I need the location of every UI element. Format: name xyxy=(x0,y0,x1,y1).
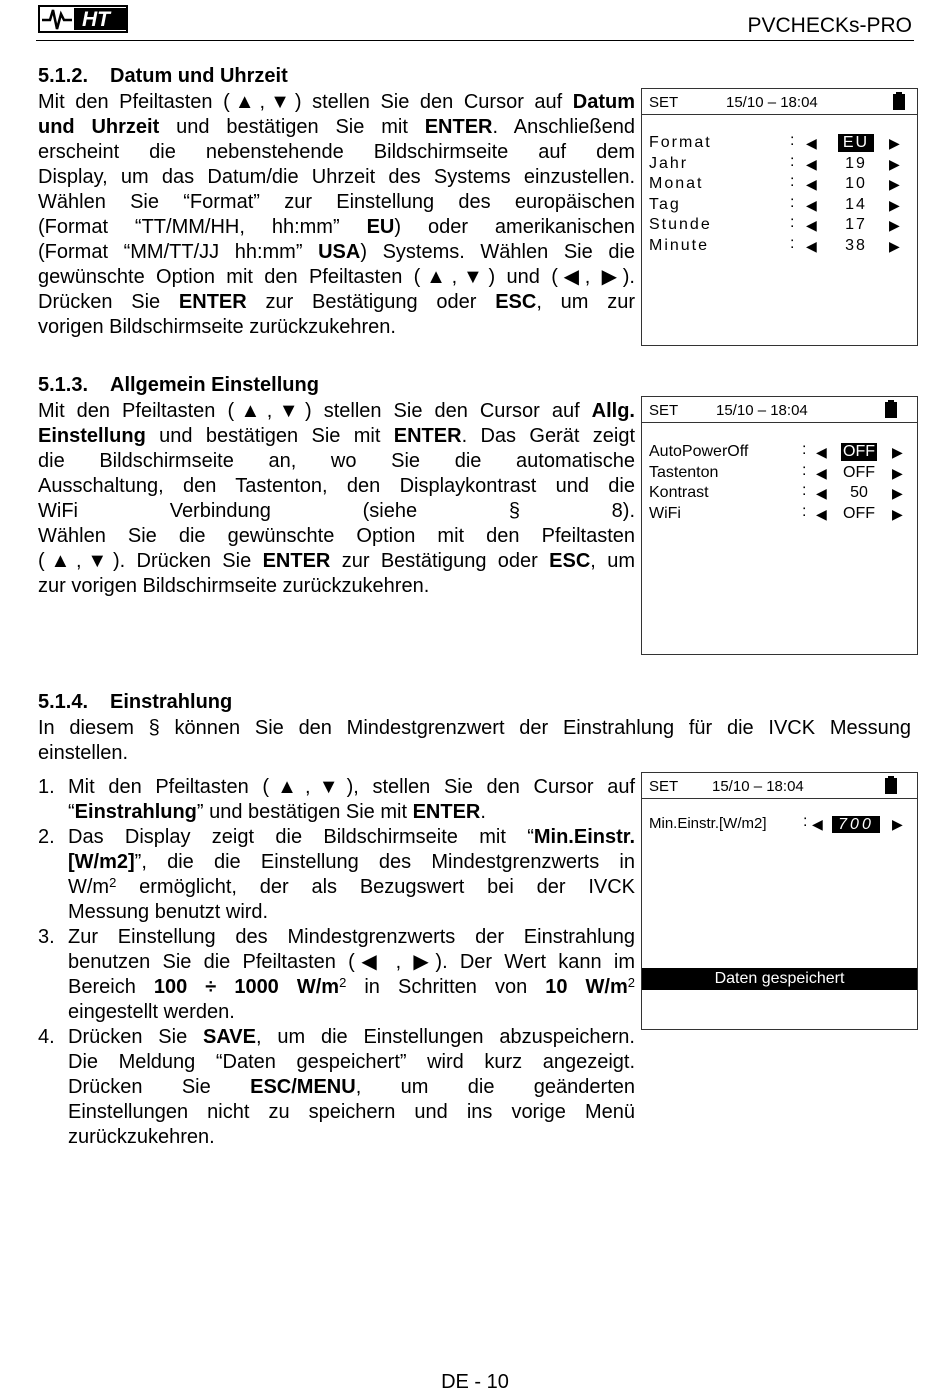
panel-row-format xyxy=(649,134,910,154)
superscript: 2 xyxy=(627,975,635,990)
panel-row-autopoweroff xyxy=(649,443,910,463)
text-line xyxy=(38,315,635,340)
text-line xyxy=(68,1125,635,1150)
text-run: Ausschaltung, den Tastenton, den Displaykontrast und die xyxy=(38,475,635,497)
bold-text: 100 ÷ 1000 W/m xyxy=(153,976,340,998)
row-value: 700 xyxy=(832,816,880,833)
date-time: 15/10 – 18:04 xyxy=(716,402,808,419)
panel-row-monat xyxy=(649,175,910,195)
row-label: Kontrast xyxy=(649,484,709,501)
text-run: Das Display zeigt die Bildschirmseite mit “ xyxy=(68,826,534,848)
text-run: Mit den Pfeiltasten (▲,▼), stellen Sie den Cursor auf xyxy=(68,776,635,798)
row-label: Monat xyxy=(649,175,704,193)
left-arrow-icon: ◀ xyxy=(806,238,817,254)
row-value: OFF xyxy=(843,463,875,481)
bold-text: Einstellung xyxy=(38,425,146,447)
section-title: Datum und Uhrzeit xyxy=(110,65,288,87)
list-number: 4. xyxy=(38,1026,55,1048)
text-run: (Format “MM/TT/JJ hh:mm” xyxy=(38,241,319,263)
text-line xyxy=(38,165,635,190)
right-arrow-icon: ▶ xyxy=(889,155,900,172)
panel-row-jahr xyxy=(649,152,910,175)
text-run: Drücken Sie xyxy=(68,1026,203,1048)
bold-text: USA xyxy=(318,241,361,263)
right-arrow-icon: ▶ xyxy=(892,464,903,481)
row-colon: : xyxy=(802,502,807,520)
ht-logo xyxy=(38,4,130,34)
text-run: Mit den Pfeiltasten (▲,▼) stellen Sie den Cursor auf xyxy=(38,91,573,113)
bold-text: [W/m2] xyxy=(68,851,135,873)
bold-text: ESC xyxy=(495,291,537,313)
section-number: 5.1.3. xyxy=(38,374,89,396)
list-item xyxy=(38,925,635,1025)
row-value: 50 xyxy=(850,484,868,501)
panel-row-wifi xyxy=(649,502,910,525)
row-label: Min.Einstr.[W/m2] xyxy=(649,815,767,832)
text-run: benutzen Sie die Pfeiltasten (◀ , ▶). Der Wert kann im xyxy=(68,951,635,973)
text-run: Die Meldung “Daten gespeichert” wird kurz angezeigt. xyxy=(68,1051,635,1073)
text-run: zur Bestätigung oder xyxy=(246,291,496,313)
bold-text: ENTER xyxy=(412,801,481,823)
left-arrow-icon: ◀ xyxy=(806,155,817,172)
bold-text: Min.Einstr. xyxy=(533,826,635,848)
list-item xyxy=(38,1025,635,1150)
row-value: 14 xyxy=(845,195,867,213)
row-value: 38 xyxy=(845,237,867,254)
left-arrow-icon: ◀ xyxy=(806,135,817,151)
text-line xyxy=(68,875,635,900)
superscript: 2 xyxy=(339,975,347,990)
list-item xyxy=(38,825,635,925)
text-run: eingestellt werden. xyxy=(68,1001,235,1023)
left-arrow-icon: ◀ xyxy=(816,505,827,522)
text-run: Mit den Pfeiltasten (▲,▼) stellen Sie den Cursor auf xyxy=(38,400,592,422)
row-colon: : xyxy=(790,173,795,191)
text-line xyxy=(38,90,635,115)
text-run: zur Bestätigung oder xyxy=(330,550,550,572)
text-run: , um die Einstellungen abzuspeichern. xyxy=(255,1026,635,1048)
intro-line: In diesem § können Sie den Mindestgrenzwert der Einstrahlung für die IVCK Messung xyxy=(38,717,911,739)
bold-text: Allg. xyxy=(591,400,635,422)
text-run: (▲,▼). Drücken Sie xyxy=(38,550,263,572)
text-run: , um zur xyxy=(536,291,635,313)
bold-text: Datum xyxy=(572,91,635,113)
text-line xyxy=(68,950,635,975)
model-name: PVCHECKs-PRO xyxy=(747,14,912,37)
text-run: Drücken Sie xyxy=(68,1076,251,1098)
row-value: OFF xyxy=(843,504,875,522)
row-colon: : xyxy=(802,461,807,479)
right-arrow-icon: ▶ xyxy=(892,816,903,832)
panel-row-tag xyxy=(649,193,910,216)
text-run: und bestätigen Sie mit xyxy=(159,116,425,138)
text-line xyxy=(38,265,635,290)
section-heading-514 xyxy=(38,691,232,714)
text-run: zurückzukehren. xyxy=(68,1126,215,1148)
text-line xyxy=(38,240,635,265)
text-run: “ xyxy=(68,801,75,823)
text-line xyxy=(68,1100,635,1125)
text-line xyxy=(68,975,635,1000)
text-run: WiFi Verbindung (siehe § 8). xyxy=(38,500,635,522)
left-arrow-icon: ◀ xyxy=(806,176,817,193)
text-run: gewünschte Option mit den Pfeiltasten (▲,▼) und (◀, ▶). xyxy=(38,266,635,288)
row-colon: : xyxy=(790,152,795,170)
text-line xyxy=(38,424,635,449)
text-run: , um xyxy=(590,550,635,572)
text-run: Zur Einstellung des Mindestgrenzwerts der Einstrahlung xyxy=(68,926,635,948)
section-514-intro xyxy=(38,716,911,766)
section-number: 5.1.2. xyxy=(38,65,89,87)
date-time: 15/10 – 18:04 xyxy=(712,778,804,795)
set-label: SET xyxy=(649,778,679,795)
bold-text: Einstrahlung xyxy=(74,801,197,823)
bold-text: ENTER xyxy=(393,425,462,447)
right-arrow-icon: ▶ xyxy=(889,196,900,213)
text-line xyxy=(38,574,635,599)
row-label: Format xyxy=(649,134,712,151)
text-line xyxy=(68,1075,635,1100)
panel-row-min-irradiance xyxy=(649,815,910,835)
list-number: 2. xyxy=(38,826,55,848)
text-run: Bereich xyxy=(68,976,154,998)
battery-icon xyxy=(885,776,897,794)
row-colon: : xyxy=(790,193,795,211)
text-run: . Das Gerät zeigt xyxy=(461,425,635,447)
right-arrow-icon: ▶ xyxy=(889,238,900,254)
section-512-text xyxy=(38,90,635,340)
row-label: Jahr xyxy=(649,154,689,172)
text-line xyxy=(68,1050,635,1075)
text-line xyxy=(38,399,635,424)
status-bar xyxy=(642,89,917,115)
text-run: W/m xyxy=(68,876,110,898)
text-line xyxy=(68,850,635,875)
text-run: Drücken Sie xyxy=(38,291,179,313)
bold-text: ENTER xyxy=(424,116,493,138)
display-panel-date-time xyxy=(641,88,918,346)
text-run: vorigen Bildschirmseite zurückzukehren. xyxy=(38,316,396,338)
section-title: Allgemein Einstellung xyxy=(110,374,319,396)
status-bar xyxy=(642,773,917,799)
section-title: Einstrahlung xyxy=(110,691,233,713)
text-line xyxy=(38,115,635,140)
row-label: AutoPowerOff xyxy=(649,443,749,460)
bold-text: 10 W/m xyxy=(545,976,628,998)
text-line xyxy=(38,140,635,165)
right-arrow-icon: ▶ xyxy=(892,444,903,460)
left-arrow-icon: ◀ xyxy=(816,464,827,481)
left-arrow-icon: ◀ xyxy=(806,196,817,213)
bold-text: SAVE xyxy=(203,1026,256,1048)
row-value: EU xyxy=(838,134,874,152)
date-time: 15/10 – 18:04 xyxy=(726,94,818,111)
text-line xyxy=(68,800,635,825)
text-run: ” und bestätigen Sie mit xyxy=(196,801,413,823)
text-run: Einstellungen nicht zu speichern und ins vorige Menü xyxy=(68,1101,635,1123)
text-line xyxy=(68,925,635,950)
set-label: SET xyxy=(649,94,679,111)
section-heading-512 xyxy=(38,65,288,88)
row-colon: : xyxy=(803,813,808,830)
row-value: 19 xyxy=(845,154,867,172)
text-run: . Anschließend xyxy=(492,116,635,138)
left-arrow-icon: ◀ xyxy=(816,444,827,460)
text-line xyxy=(38,215,635,240)
left-arrow-icon: ◀ xyxy=(812,816,823,832)
row-label: Tastenton xyxy=(649,463,719,481)
bold-text: ESC/MENU xyxy=(250,1076,356,1098)
text-run: Wählen Sie “Format” zur Einstellung des europäischen xyxy=(38,191,635,213)
text-run: ”, die die Einstellung des Mindestgrenzwerts in xyxy=(134,851,635,873)
text-line xyxy=(38,524,635,549)
text-line xyxy=(68,825,635,850)
superscript: 2 xyxy=(109,875,117,890)
bold-text: EU xyxy=(366,216,395,238)
text-line xyxy=(68,1025,635,1050)
right-arrow-icon: ▶ xyxy=(889,135,900,151)
list-number: 1. xyxy=(38,776,55,798)
row-colon: : xyxy=(790,235,795,252)
row-colon: : xyxy=(790,132,795,149)
right-arrow-icon: ▶ xyxy=(889,176,900,193)
panel-row-tastenton xyxy=(649,461,910,484)
text-line xyxy=(38,474,635,499)
text-run: erscheint die nebenstehende Bildschirmseite auf dem xyxy=(38,141,635,163)
text-line xyxy=(38,190,635,215)
header-divider xyxy=(36,40,914,41)
display-panel-irradiance xyxy=(641,772,918,1030)
intro-line: einstellen. xyxy=(38,742,129,764)
display-panel-general-settings xyxy=(641,396,918,655)
text-run: , um die geänderten xyxy=(355,1076,635,1098)
text-run: in Schritten von xyxy=(346,976,546,998)
panel-row-minute xyxy=(649,237,910,257)
section-514-steps xyxy=(38,775,635,1150)
text-line xyxy=(38,449,635,474)
section-number: 5.1.4. xyxy=(38,691,89,713)
row-colon: : xyxy=(802,482,807,499)
text-run: ermöglicht, der als Bezugswert bei der IVCK xyxy=(116,876,635,898)
left-arrow-icon: ◀ xyxy=(806,217,817,234)
logo-text: HT xyxy=(82,8,110,31)
text-line xyxy=(68,775,635,800)
battery-icon xyxy=(893,92,905,110)
text-run: und bestätigen Sie mit xyxy=(145,425,394,447)
text-run: Display, um das Datum/die Uhrzeit des Systems einzustellen. xyxy=(38,166,635,188)
bold-text: ESC xyxy=(549,550,591,572)
panel-row-stunde xyxy=(649,216,910,236)
bold-text: ENTER xyxy=(262,550,331,572)
left-arrow-icon: ◀ xyxy=(816,485,827,501)
text-run: zur vorigen Bildschirmseite zurückzukehren. xyxy=(38,575,430,597)
bold-text: ENTER xyxy=(178,291,247,313)
row-value: 10 xyxy=(845,175,867,193)
row-label: Tag xyxy=(649,195,681,213)
right-arrow-icon: ▶ xyxy=(889,217,900,234)
row-value: OFF xyxy=(843,443,875,460)
list-item xyxy=(38,775,635,825)
row-value: 17 xyxy=(845,216,867,234)
text-line xyxy=(68,1000,635,1025)
row-label: WiFi xyxy=(649,504,681,522)
message-bar: Daten gespeichert xyxy=(642,968,917,990)
set-label: SET xyxy=(649,402,679,419)
text-run: ) oder amerikanischen xyxy=(394,216,635,238)
battery-icon xyxy=(885,400,897,418)
page-number: DE - 10 xyxy=(441,1371,509,1393)
text-run: Messung benutzt wird. xyxy=(68,901,269,923)
text-run: die Bildschirmseite an, wo Sie die automatische xyxy=(38,450,635,472)
text-run: (Format “TT/MM/HH, hh:mm” xyxy=(38,216,367,238)
row-label: Stunde xyxy=(649,216,712,234)
text-line xyxy=(68,900,635,925)
text-line xyxy=(38,549,635,574)
row-label: Minute xyxy=(649,237,710,254)
text-line xyxy=(38,499,635,524)
row-colon: : xyxy=(790,214,795,232)
right-arrow-icon: ▶ xyxy=(892,485,903,501)
list-number: 3. xyxy=(38,926,55,948)
text-line xyxy=(38,290,635,315)
status-bar xyxy=(642,397,917,423)
right-arrow-icon: ▶ xyxy=(892,505,903,522)
panel-row-kontrast xyxy=(649,484,910,504)
text-run: ) Systems. Wählen Sie die xyxy=(360,241,636,263)
section-heading-513 xyxy=(38,374,319,397)
text-run: Wählen Sie die gewünschte Option mit den Pfeiltasten xyxy=(38,525,635,547)
text-run: . xyxy=(480,801,486,823)
section-513-text xyxy=(38,399,635,599)
bold-text: und Uhrzeit xyxy=(38,116,160,138)
row-colon: : xyxy=(802,441,807,458)
